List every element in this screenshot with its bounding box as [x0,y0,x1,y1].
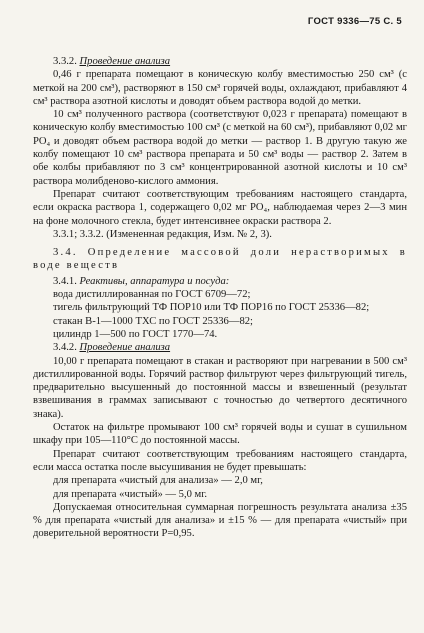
paragraph: Допускаемая относительная суммарная погрешность результата анализа ±35 % для препарата «чистый для анализа» и ±15 % — для препарата «чистый» при доверительной вероятности P=0,95. [33,501,407,540]
list-item: для препарата «чистый» — 5,0 мг. [53,488,208,500]
paragraph: 0,46 г препарата помещают в коническую колбу вместимостью 250 см³ (с меткой на 200 см³), растворяют в 150 см³ горячей воды, охлаждают, прибавляют 4 см³ раствора азотной кислоты и доводят объем раствора водой до метки. [33,69,407,107]
section-number: 3.4.1. [53,275,77,287]
list-item: цилиндр 1—500 по ГОСТ 1770—74. [53,328,218,340]
document-body [33,55,407,541]
paragraph: Препарат считают соответствующим требованиям настоящего стандарта, если окраска раствора 1, содержащего 0,02 мг PO₄, наблюдаемая через 2—3 мин на фоне молочного стекла, будет интенсивнее окраски раствора 2. [33,188,407,227]
paragraph: Остаток на фильтре промывают 100 см³ горячей воды и сушат в сушильном шкафу при 105—110°С до постоянной массы. [33,422,407,447]
paragraph: 10,00 г препарата помещают в стакан и растворяют при нагревании в 500 см³ дистиллированной воды. Горячий раствор фильтруют через фильтрующий тигель, предварительно высушенный до постоянной массы и взвешенный (результат взвешивания в граммах записывают с точностью до четвертого десятичного знака). [33,355,407,420]
list-item: тигель фильтрующий ТФ ПОР10 или ТФ ПОР16 по ГОСТ 25336—82; [53,302,370,314]
list-item: для препарата «чистый для анализа» — 2,0 мг, [53,475,263,487]
section-title: Реактивы, аппаратура и посуда: [79,275,230,287]
section-3-4-heading: 3.4. Определение массовой доли нерастворимых в воде веществ [33,247,407,272]
section-number: 3.4.2. [53,342,77,354]
page-header: ГОСТ 9336—75 С. 5 [307,16,402,27]
section-3-4-1-heading [33,275,407,288]
list-item: стакан В-1—1000 ТХС по ГОСТ 25336—82; [53,315,253,327]
paragraph: 10 см³ полученного раствора (соответствуют 0,023 г препарата) помещают в коническую колбу вместимостью 100 см³ (с меткой на 60 см³), прибавляют 0,02 мг PO₄ и доводят объем раствора водой до метки — раствор 1. В другую такую же колбу помещают 10 см³ раствора препарата и 50 см³ воды — раствор 2. Затем в обе колбы прибавляют по 3 см³ концентрированной азотной кислоты и 10 см³ раствора молибденово-кислого аммония. [33,109,407,187]
list-item: вода дистиллированная по ГОСТ 6709—72; [53,289,251,301]
section-number: 3.3.2. [53,56,77,67]
section-3-3-2-heading [33,55,407,68]
section-title: Проведение анализа [79,342,171,354]
section-title: Проведение анализа [79,56,171,67]
section-3-4-2-heading [33,341,407,354]
paragraph: Препарат считают соответствующим требованиям настоящего стандарта, если масса остатка после высушивания не будет превышать: [33,448,407,473]
amendment-note: 3.3.1; 3.3.2. (Измененная редакция, Изм. № 2, 3). [53,228,272,240]
